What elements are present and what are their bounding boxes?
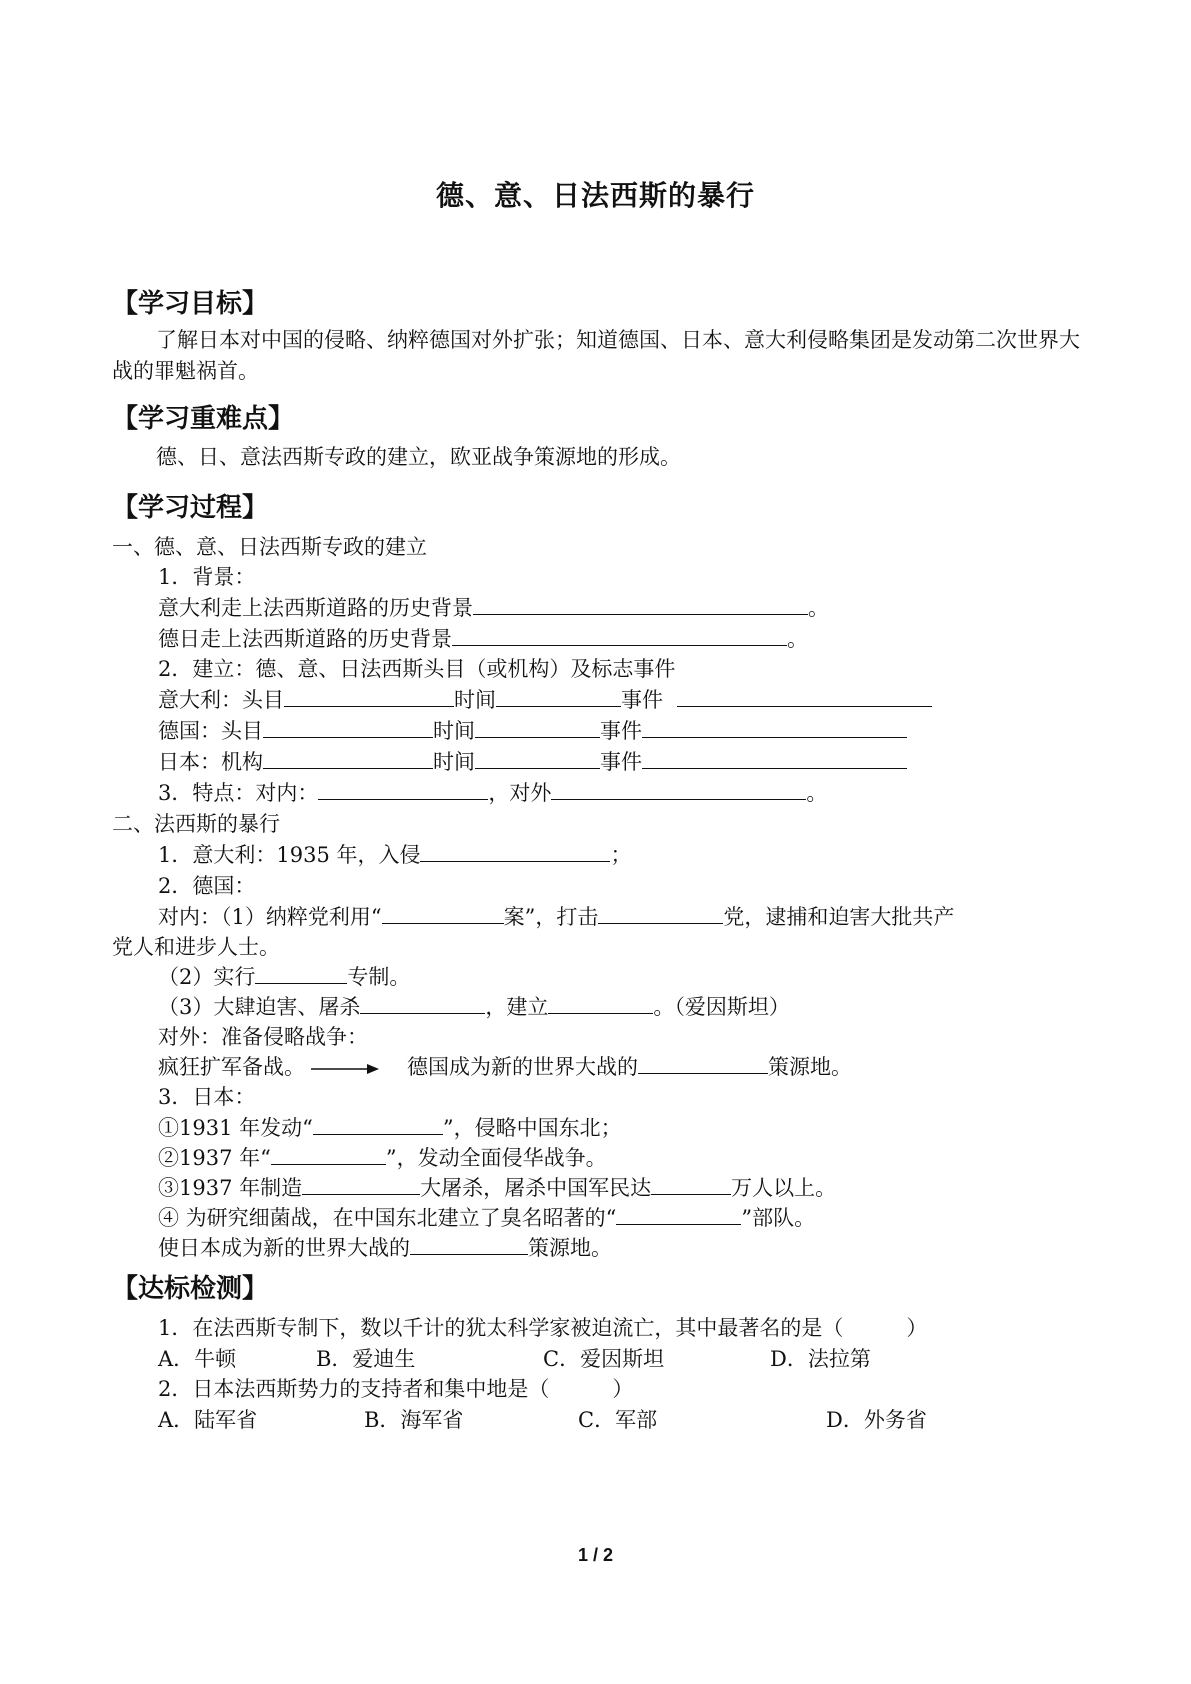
italy-event-blank[interactable]	[677, 686, 932, 707]
features-external-blank[interactable]	[551, 779, 806, 800]
features-label: 3．特点：对内：	[158, 781, 319, 805]
japan-org-blank[interactable]	[263, 748, 433, 769]
g3-text-c: 。（爱因斯坦）	[653, 995, 790, 1019]
j3-text-a: ③1937 年制造	[158, 1176, 303, 1200]
de-jp-background-line	[158, 624, 808, 654]
q2-option-b[interactable]: B．海军省	[364, 1408, 464, 1432]
j3-text-b: 大屠杀，屠杀中国军民达	[420, 1176, 652, 1200]
q2-option-a[interactable]: A．陆军省	[158, 1408, 258, 1432]
goals-heading: 【学习目标】	[112, 289, 269, 319]
italy-background-blank[interactable]	[473, 594, 808, 615]
j5-text-b: 策源地。	[528, 1236, 612, 1260]
establishment-label: 2．建立：德、意、日法西斯头目（或机构）及标志事件	[158, 657, 676, 681]
italy-establishment-line	[158, 685, 932, 715]
arms-text-c: 策源地。	[768, 1055, 852, 1079]
japan-massacre-line	[158, 1173, 836, 1203]
period: 。	[808, 596, 829, 620]
casualties-blank[interactable]	[651, 1174, 731, 1195]
germany-external-label: 对外：准备侵略战争：	[158, 1025, 368, 1049]
key-points-heading: 【学习重难点】	[112, 404, 295, 434]
germany-internal-1-cont: 党人和进步人士。	[112, 935, 280, 959]
incident-1937-blank[interactable]	[271, 1144, 386, 1165]
background-label: 1．背景：	[158, 565, 256, 589]
q1-option-a[interactable]: A．牛顿	[158, 1347, 237, 1371]
unit-blank[interactable]	[616, 1204, 741, 1225]
g1-text-b: 案”，打击	[503, 905, 599, 929]
q1-option-d[interactable]: D．法拉第	[770, 1347, 871, 1371]
features-line	[158, 778, 827, 808]
japan-time-blank[interactable]	[475, 748, 600, 769]
g1-text-c: 党，逮捕和迫害大批共产	[723, 905, 955, 929]
war-source-japan-blank[interactable]	[410, 1234, 528, 1255]
italy-aggression-line	[158, 840, 631, 870]
japan-org-label: 日本：机构	[158, 750, 263, 774]
dictatorship-blank[interactable]	[255, 963, 347, 984]
japan-unit-line	[158, 1203, 815, 1233]
de-jp-background-blank[interactable]	[452, 625, 787, 646]
j2-text-a: ②1937 年“	[158, 1146, 271, 1170]
japan-time-label: 时间	[433, 750, 475, 774]
q2-option-c[interactable]: C．军部	[578, 1408, 658, 1432]
j1-text-a: ①1931 年发动“	[158, 1116, 313, 1140]
japan-war-source-line	[158, 1233, 612, 1263]
question-1: 1．在法西斯专制下，数以千计的犹太科学家被迫流亡，其中最著名的是（ ）	[158, 1316, 928, 1340]
question-2: 2．日本法西斯势力的支持者和集中地是（ ）	[158, 1377, 634, 1401]
features-external-label: ，对外	[488, 781, 552, 805]
italy-background-label: 意大利走上法西斯道路的历史背景	[158, 596, 473, 620]
g2-text-a: （2）实行	[158, 965, 256, 989]
q1-option-c[interactable]: C．爱因斯坦	[543, 1347, 665, 1371]
germany-time-label: 时间	[433, 719, 475, 743]
j4-text-a: ④ 为研究细菌战，在中国东北建立了臭名昭著的“	[158, 1206, 617, 1230]
arrow-right-icon	[311, 1062, 379, 1076]
germany-time-blank[interactable]	[475, 717, 600, 738]
germany-leader-blank[interactable]	[263, 717, 433, 738]
germany-internal-2-line	[158, 962, 410, 992]
g3-text-b: ，建立	[485, 995, 549, 1019]
g3-text-a: （3）大肆迫害、屠杀	[158, 995, 361, 1019]
japan-label: 3．日本：	[158, 1085, 256, 1109]
semicolon: ；	[610, 843, 632, 867]
features-internal-blank[interactable]	[318, 779, 488, 800]
arms-text-a: 疯狂扩军备战。	[158, 1055, 305, 1079]
key-points-text: 德、日、意法西斯专政的建立，欧亚战争策源地的形成。	[156, 445, 681, 469]
j5-text-a: 使日本成为新的世界大战的	[158, 1236, 410, 1260]
page-title: 德、意、日法西斯的暴行	[435, 179, 755, 212]
japan-event-label: 事件	[600, 750, 642, 774]
persecuted-group-blank[interactable]	[360, 993, 485, 1014]
test-heading: 【达标检测】	[112, 1274, 269, 1304]
italy-aggression-label: 1．意大利：1935 年，入侵	[158, 843, 421, 867]
page-number: 1 / 2	[577, 1545, 614, 1565]
established-blank[interactable]	[548, 993, 653, 1014]
germany-event-blank[interactable]	[642, 717, 907, 738]
war-source-germany-blank[interactable]	[638, 1053, 768, 1074]
period: 。	[787, 627, 808, 651]
germany-internal-1-line	[158, 902, 954, 932]
process-heading: 【学习过程】	[112, 493, 269, 523]
italy-event-label: 事件	[621, 688, 663, 712]
q1-option-b[interactable]: B．爱迪生	[316, 1347, 416, 1371]
goals-text: 了解日本对中国的侵略、纳粹德国对外扩张；知道德国、日本、意大利侵略集团是发动第二次世界大战的罪魁祸首。	[112, 328, 1080, 383]
g2-text-b: 专制。	[347, 965, 411, 989]
massacre-blank[interactable]	[302, 1174, 420, 1195]
arms-race-line	[158, 1052, 852, 1082]
g1-text-a: 对内：（1）纳粹党利用“	[158, 905, 382, 929]
part2-title: 二、法西斯的暴行	[112, 812, 280, 836]
germany-leader-label: 德国：头目	[158, 719, 263, 743]
italy-time-blank[interactable]	[496, 686, 621, 707]
japan-event-blank[interactable]	[642, 748, 907, 769]
arms-text-b: 德国成为新的世界大战的	[407, 1055, 638, 1079]
italy-aggression-blank[interactable]	[420, 841, 610, 862]
japan-establishment-line	[158, 747, 907, 777]
reichstag-case-blank[interactable]	[382, 903, 504, 924]
period: 。	[806, 781, 828, 805]
japan-1937-line	[158, 1143, 607, 1173]
italy-time-label: 时间	[454, 688, 496, 712]
italy-background-line	[158, 593, 829, 623]
j4-text-b: ”部队。	[741, 1206, 816, 1230]
j1-text-b: ”，侵略中国东北；	[442, 1116, 622, 1140]
part1-title: 一、德、意、日法西斯专政的建立	[112, 535, 427, 559]
germany-establishment-line	[158, 716, 907, 746]
q2-option-d[interactable]: D．外务省	[826, 1408, 927, 1432]
j2-text-b: ”，发动全面侵华战争。	[385, 1146, 607, 1170]
germany-label: 2．德国：	[158, 874, 256, 898]
incident-1931-blank[interactable]	[313, 1114, 443, 1135]
j3-text-c: 万人以上。	[731, 1176, 837, 1200]
germany-internal-3-line	[158, 992, 790, 1022]
italy-leader-blank[interactable]	[284, 686, 454, 707]
germany-event-label: 事件	[600, 719, 642, 743]
japan-1931-line	[158, 1113, 622, 1143]
de-jp-background-label: 德日走上法西斯道路的历史背景	[158, 627, 452, 651]
party-blank[interactable]	[598, 903, 723, 924]
italy-leader-label: 意大利：头目	[158, 688, 284, 712]
